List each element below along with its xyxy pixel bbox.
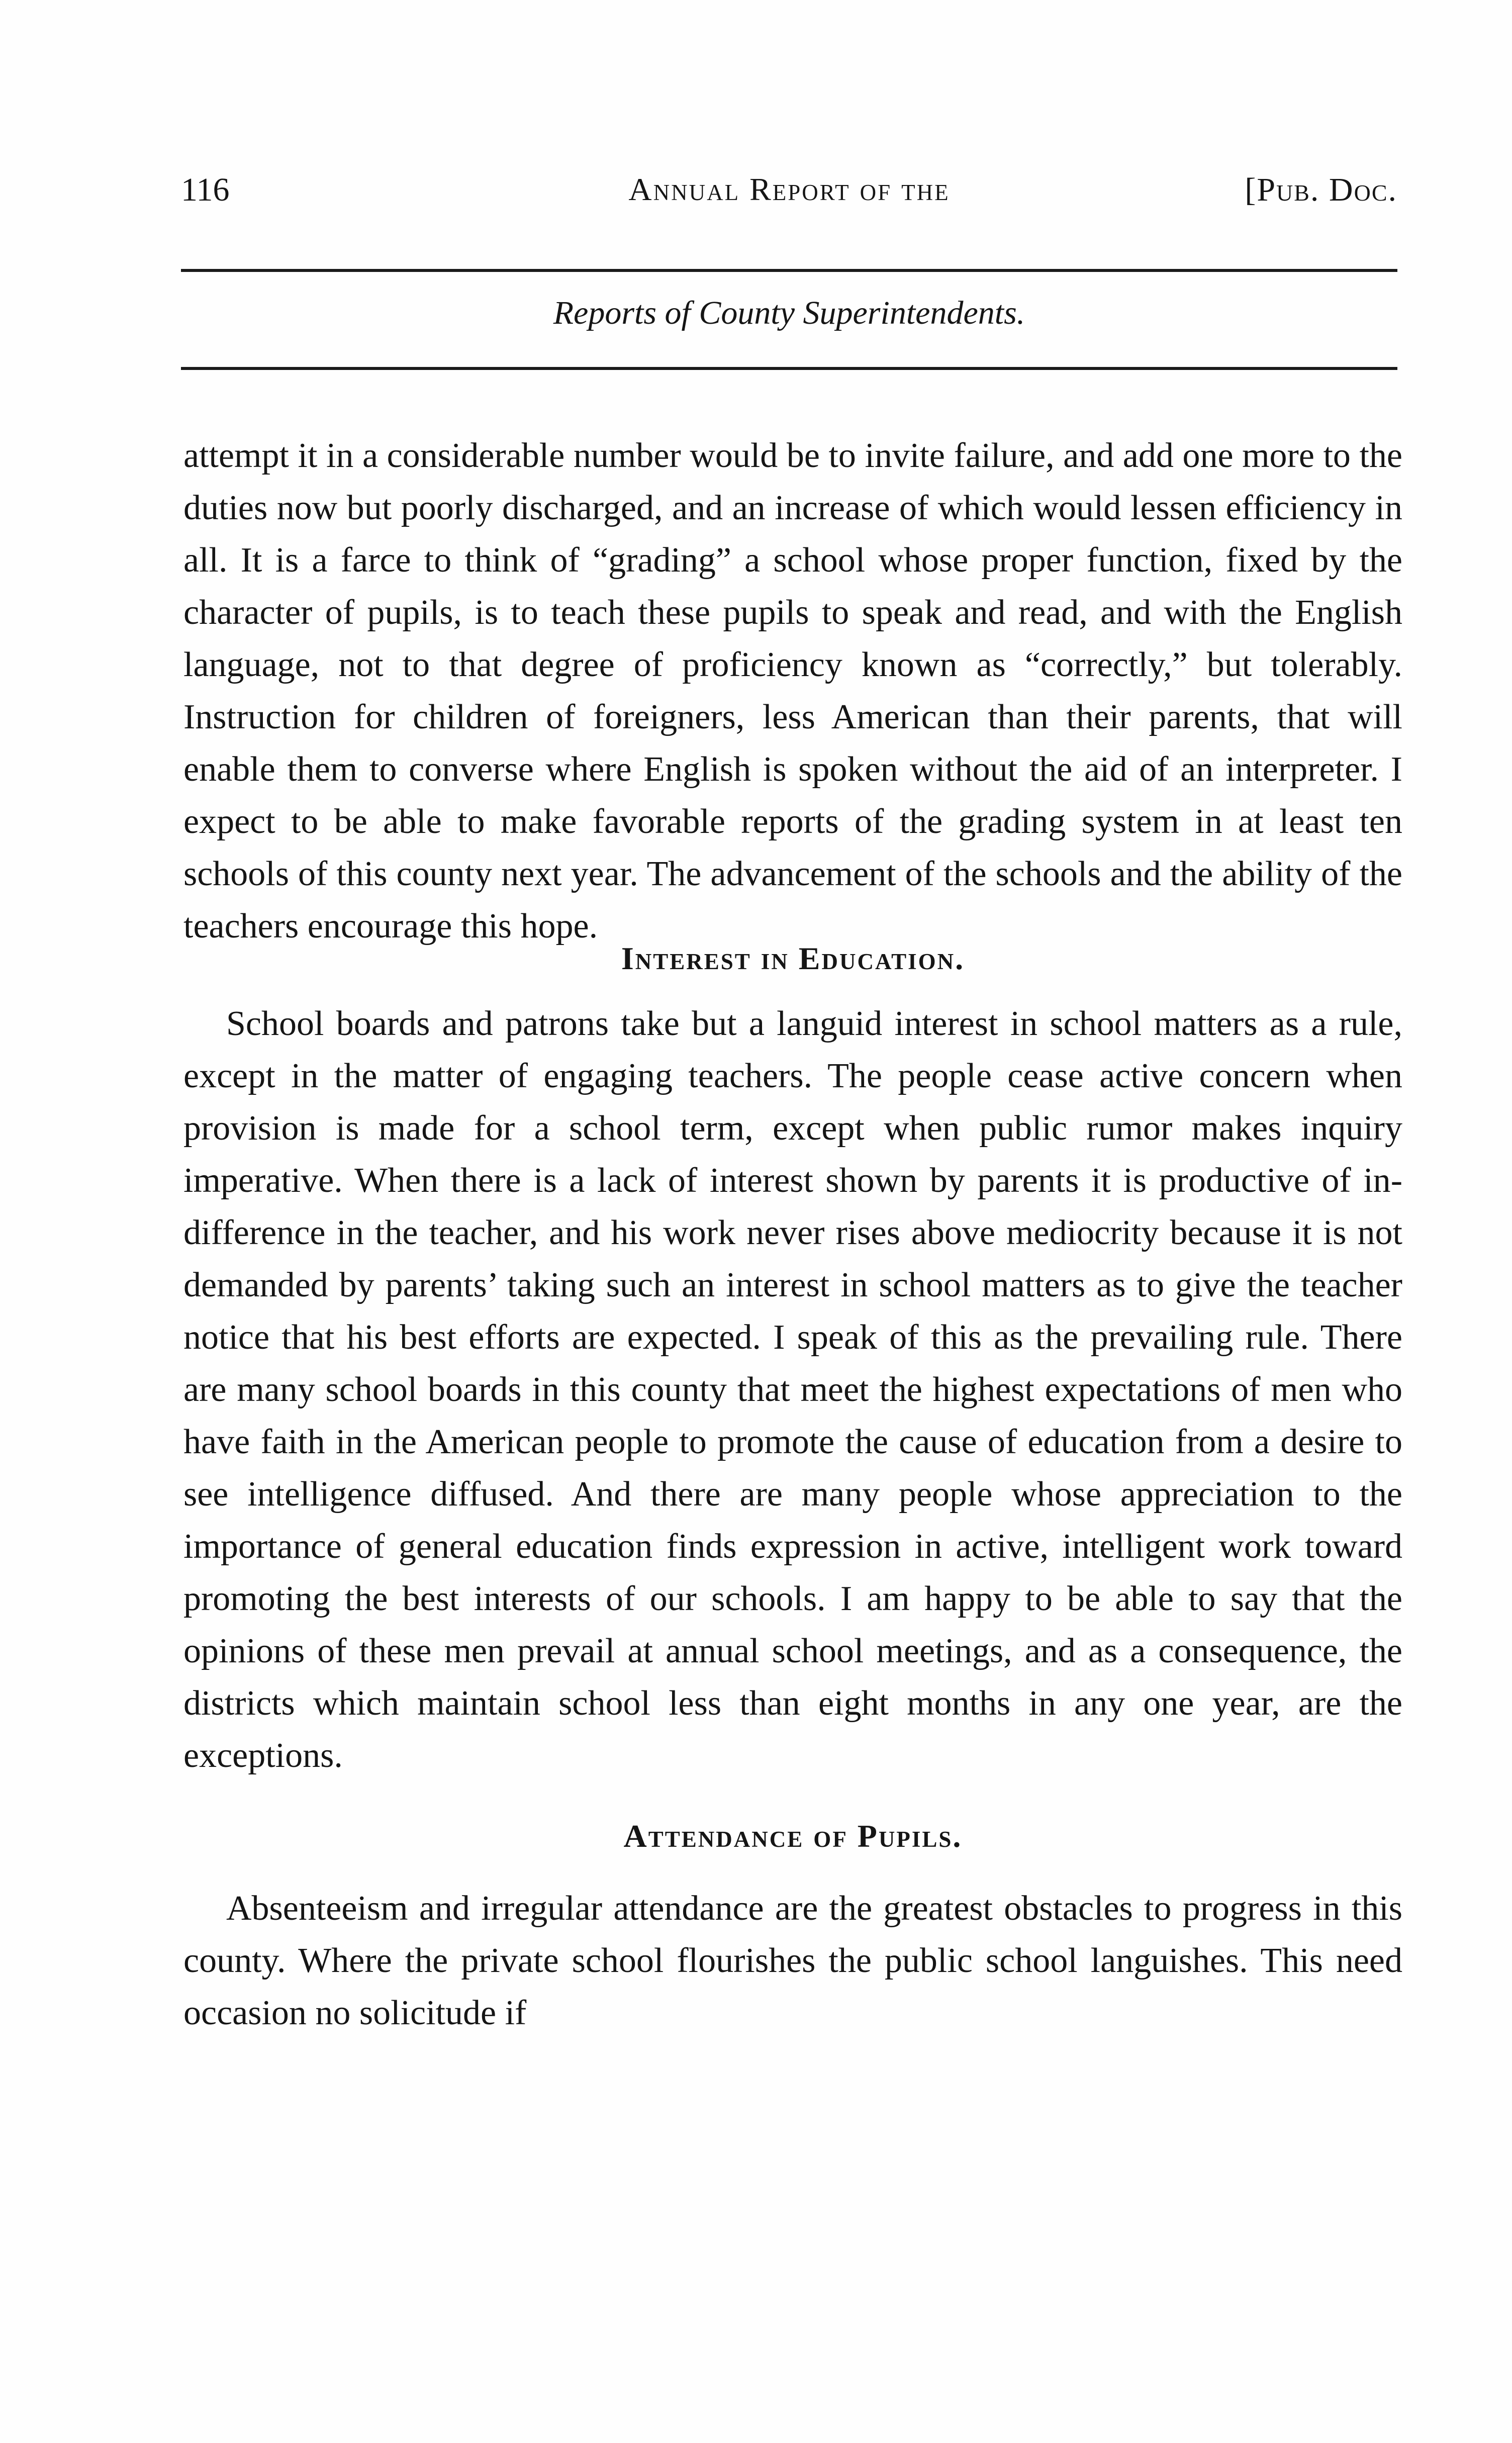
section-subtitle: Reports of County Superintendents. (553, 295, 1025, 331)
page-number: 116 (181, 171, 230, 208)
section-heading-interest-in-education: Interest in Education. (621, 941, 965, 976)
header-top-rule (181, 269, 1397, 272)
paragraph-attendance-of-pupils: Absenteeism and irregular attendance are the greatest obstacles to progress in this county. Where the private school flourishes the public school languishes. This need occasion no solicitude if (183, 1889, 1402, 2032)
header-bottom-rule (181, 367, 1397, 370)
section-heading-attendance-of-pupils: Attendance of Pupils. (623, 1818, 963, 1854)
running-title: Annual Report of the (628, 171, 950, 207)
paragraph-continued: attempt it in a considerable number would be to invite failure, and add one more to the duties now but poorly discharged, and an increase of which would lessen efficiency in all. It is a farce to think of “grading” a school whose proper function, fixed by the character of pupils, is to teach these pupils to speak and read, and with the English language, not to that degree of proficiency known as “correctly,” but tolerably. Instruction for children of foreigners, less American than their parents, that will enable them to converse where English is spoken without the aid of an interpreter. I expect to be able to make favorable reports of the grading system in at least ten schools of this county next year. The advancement of the schools and the ability of the teachers encourage this hope. (183, 436, 1402, 946)
body-text (183, 430, 1402, 2039)
document-reference: [Pub. Doc. (1245, 171, 1397, 208)
running-header (181, 171, 1397, 216)
paragraph-interest-in-education: School boards and patrons take but a languid interest in school matters as a rule, except in the matter of engaging teachers. The people cease active concern when provision is made for a school term, except when public rumor makes inquiry imperative. When there is a lack of interest shown by parents it is productive of indifference in the teacher, and his work never rises above mediocrity because it is not demanded by parents’ taking such an interest in school matters as to give the teacher notice that his best efforts are expected. I speak of this as the prevailing rule. There are many school boards in this county that meet the highest expectations of men who have faith in the American people to promote the cause of education from a desire to see intelligence diffused. And there are many people whose appreciation to the importance of general education finds expression in active, intelligent work toward promoting the best interests of our schools. I am happy to be able to say that the opinions of these men prevail at annual school meetings, and as a consequence, the districts which maintain school less than eight months in any one year, are the exceptions. (183, 1004, 1402, 1775)
